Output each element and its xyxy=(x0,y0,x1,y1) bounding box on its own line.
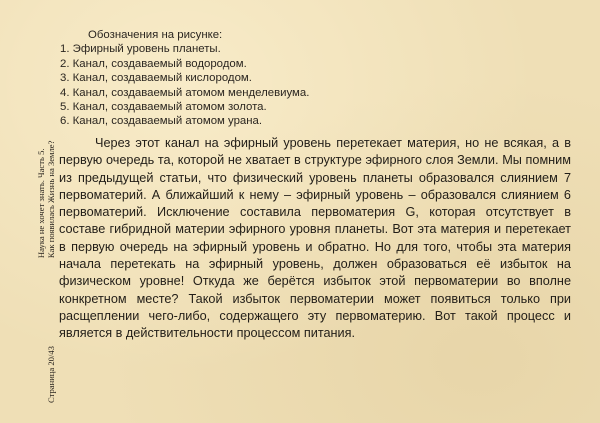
body-paragraph: Через этот канал на эфирный уровень перетекает материя, но не всякая, а в первую очередь та, которой не хватает в структуре эфирного слоя Земли. Мы помним из предыдущей статьи, что физический уровень планеты образовался слиянием 7 первоматерий. А ближайший к нему – эфирный уровень – образовался слиянием 6 первоматерий. Исключение составила первоматерия G, которая отсутствует в составе гибридной материи эфирного уровня планеты. Вот эта материя и перетекает в первую очередь на эфирный уровень и обратно. Но для того, чтобы эта материя начала перетекать на эфирный уровень, должен образоваться её избыток на физическом уровне! Откуда же берётся избыток этой первоматерии во вполне конкретном месте? Такой избыток первоматерии может появиться только при расщеплении чего-либо, содержащего эту первоматерию. Вот такой процесс и является в действительности процессом питания. xyxy=(59,136,571,341)
legend-title: Обозначения на рисунке: xyxy=(88,29,223,41)
figure-legend xyxy=(60,28,420,129)
series-title: Наука не хочет знать. Часть 5. xyxy=(36,148,46,259)
margin-rotated-text xyxy=(36,141,56,403)
legend-item: 4. Канал, создаваемый атомом менделевиума. xyxy=(60,86,310,99)
legend-item: 6. Канал, создаваемый атомом урана. xyxy=(60,115,263,128)
margin-note xyxy=(22,0,56,423)
legend-item: 3. Канал, создаваемый кислородом. xyxy=(60,72,252,85)
margin-titles xyxy=(36,141,56,258)
legend-item: 5. Канал, создаваемый атомом золота. xyxy=(60,101,267,114)
page-number: Страница 20/43 xyxy=(46,346,56,403)
legend-item: 1. Эфирный уровень планеты. xyxy=(60,43,221,56)
article-title: Как появилась Жизнь на Земле? xyxy=(46,140,56,259)
legend-item: 2. Канал, создаваемый водородом. xyxy=(60,57,247,70)
